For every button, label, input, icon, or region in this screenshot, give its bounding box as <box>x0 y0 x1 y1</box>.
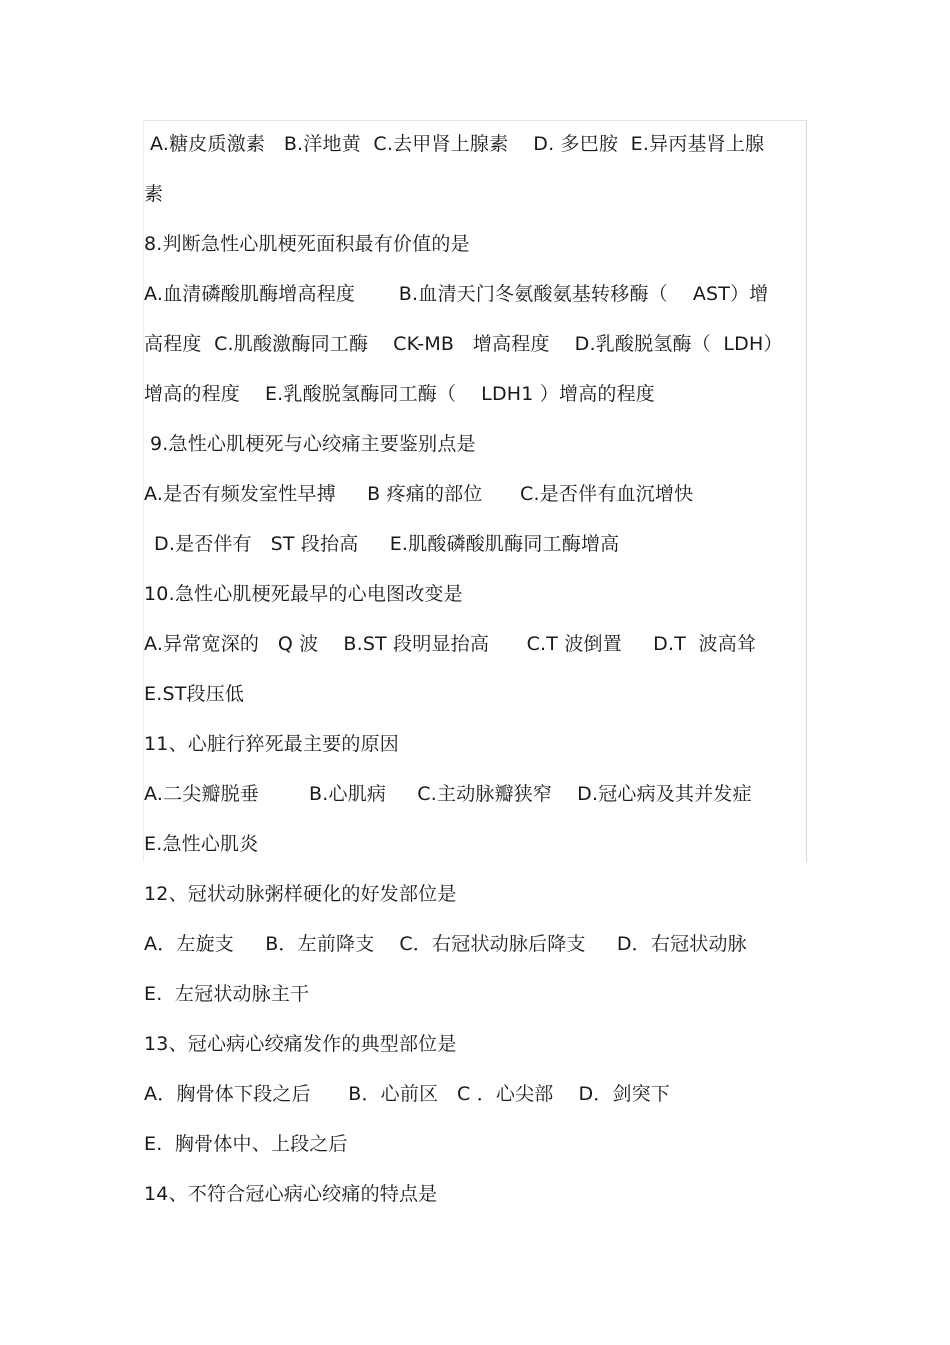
question-8: 8.判断急性心肌梗死面积最有价值的是 <box>144 233 470 255</box>
option-line-q8-2: 高程度 C.肌酸激酶同工酶 CK-MB 增高程度 D.乳酸脱氢酶（ LDH） <box>144 333 783 355</box>
frame-right-border <box>806 120 807 862</box>
option-line-q10-2: E.ST段压低 <box>144 683 245 705</box>
question-11: 11、心脏行猝死最主要的原因 <box>144 733 399 755</box>
option-line-q12-2: E. 左冠状动脉主干 <box>144 983 310 1005</box>
option-line-q9-1: A.是否有频发室性早搏 B 疼痛的部位 C.是否伴有血沉增快 <box>144 483 694 505</box>
option-line-q13-1: A．胸骨体下段之后 B．心前区 C ．心尖部 D．剑突下 <box>144 1083 671 1105</box>
option-line-q8-3: 增高的程度 E.乳酸脱氢酶同工酶（ LDH1 ）增高的程度 <box>144 383 655 405</box>
option-line-q7-cont: 素 <box>144 183 164 205</box>
question-13: 13、冠心病心绞痛发作的典型部位是 <box>144 1033 457 1055</box>
option-line-q12-1: A．左旋支 B．左前降支 C．右冠状动脉后降支 D．右冠状动脉 <box>144 933 747 955</box>
question-14: 14、不符合冠心病心绞痛的特点是 <box>144 1183 438 1205</box>
option-line-q10-1: A.异常宽深的 Q 波 B.ST 段明显抬高 C.T 波倒置 D.T 波高耸 <box>144 633 757 655</box>
question-9: 9.急性心肌梗死与心绞痛主要鉴别点是 <box>150 433 476 455</box>
option-line-q7: A.糖皮质激素 B.洋地黄 C.去甲肾上腺素 D. 多巴胺 E.异丙基肾上腺 <box>150 133 765 155</box>
option-line-q9-2: D.是否伴有 ST 段抬高 E.肌酸磷酸肌酶同工酶增高 <box>154 533 620 555</box>
question-10: 10.急性心肌梗死最早的心电图改变是 <box>144 583 463 605</box>
option-line-q8-1: A.血清磷酸肌酶增高程度 B.血清天门冬氨酸氨基转移酶（ AST）增 <box>144 283 769 305</box>
option-line-q11-1: A.二尖瓣脱垂 B.心肌病 C.主动脉瓣狭窄 D.冠心病及其并发症 <box>144 783 752 805</box>
question-12: 12、冠状动脉粥样硬化的好发部位是 <box>144 883 457 905</box>
option-line-q13-2: E. 胸骨体中、上段之后 <box>144 1133 348 1155</box>
option-line-q11-2: E.急性心肌炎 <box>144 833 259 855</box>
frame-top-border <box>143 120 807 121</box>
